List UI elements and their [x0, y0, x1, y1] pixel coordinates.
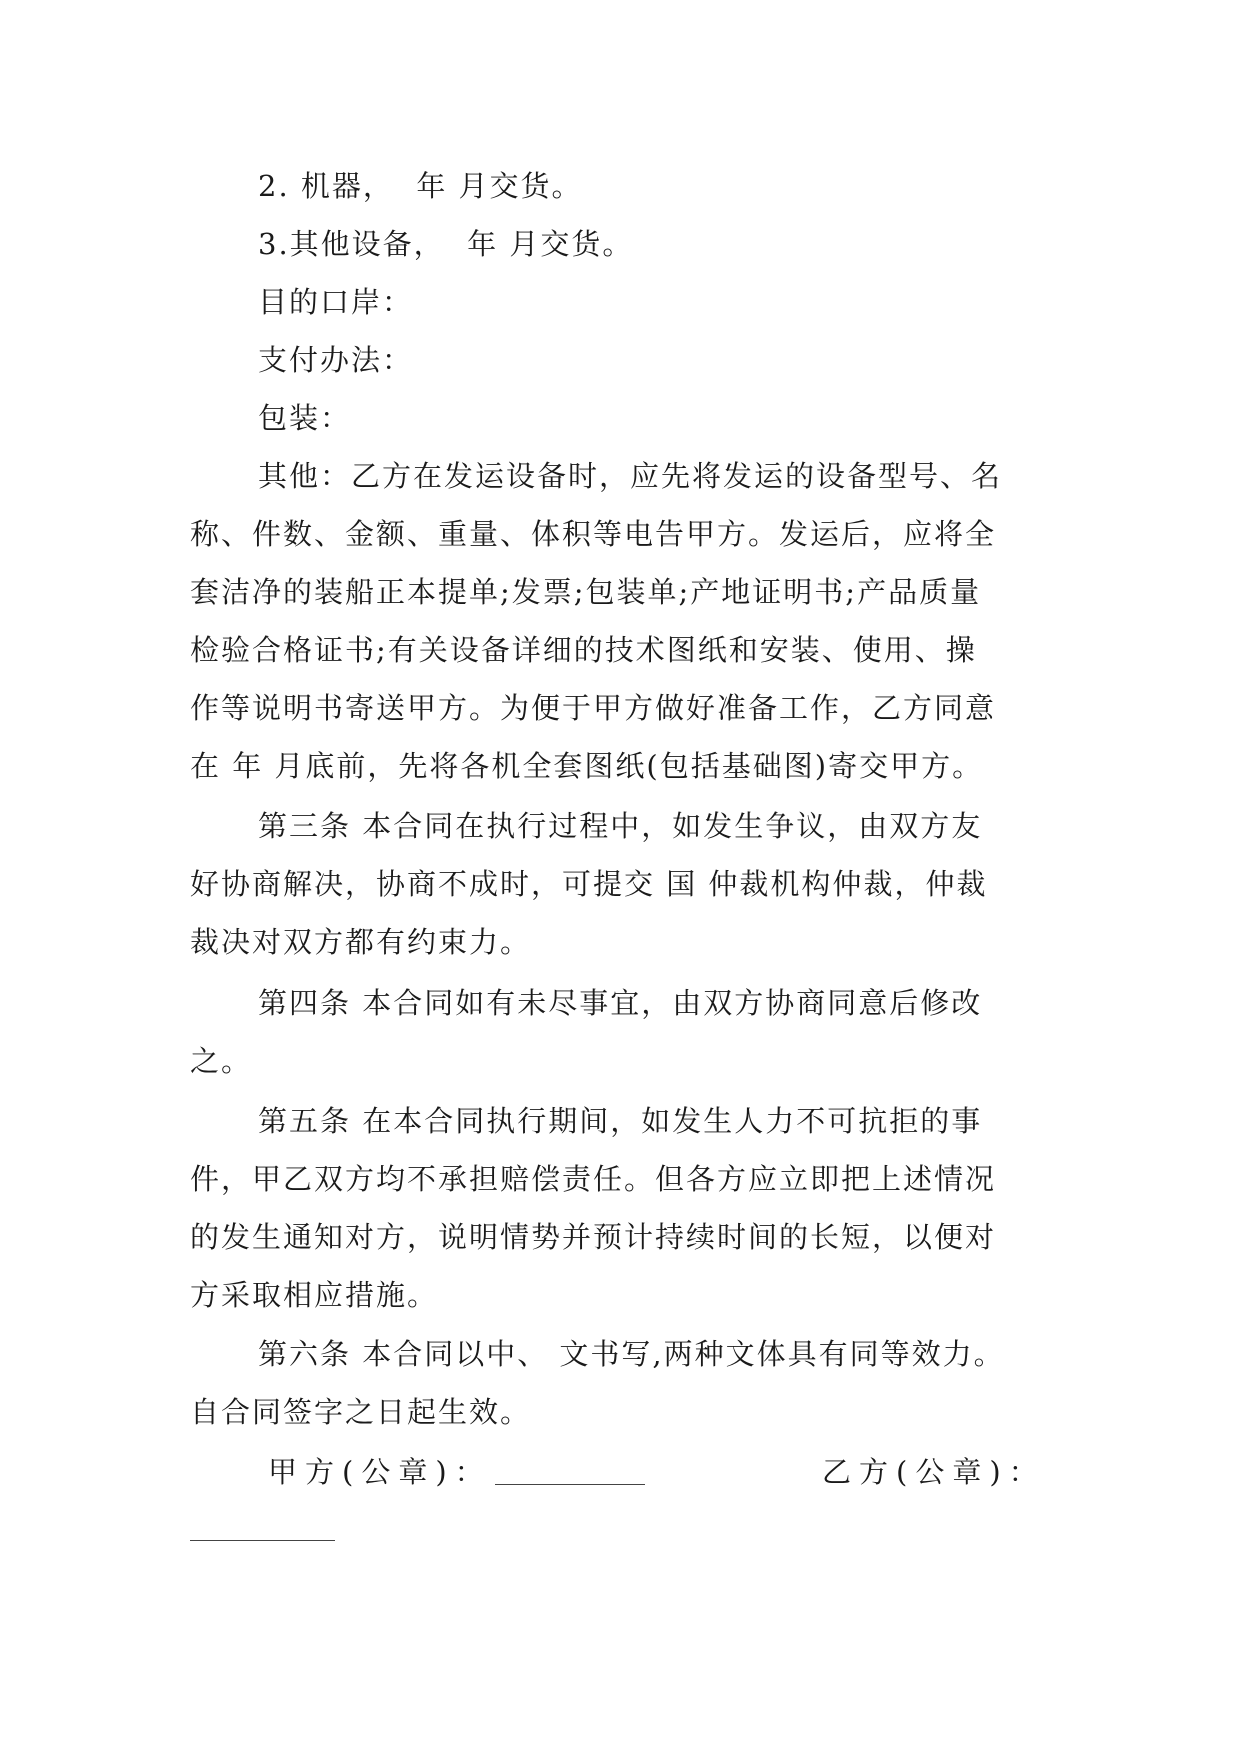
party-a-signature-blank: [495, 1484, 645, 1485]
article-3-line: 裁决对双方都有约束力。: [190, 925, 532, 959]
article-6-line: 第六条 本合同以中、 文书写,两种文体具有同等效力。: [258, 1337, 1005, 1371]
article-6-line: 自合同签字之日起生效。: [190, 1395, 532, 1429]
party-b-signature-blank: [190, 1540, 335, 1541]
article-5-line: 件，甲乙双方均不承担赔偿责任。但各方应立即把上述情况: [190, 1162, 997, 1196]
delivery-item-other: 3.其他设备， 年 月交货。: [258, 227, 634, 261]
other-terms-line: 检验合格证书;有关设备详细的技术图纸和安装、使用、操: [190, 633, 977, 667]
article-5-line: 方采取相应措施。: [190, 1278, 439, 1312]
article-5-line: 的发生通知对方，说明情势并预计持续时间的长短，以便对: [190, 1220, 997, 1254]
party-b-seal-label: 乙方(公章)：: [822, 1455, 1046, 1489]
other-terms-line: 在 年 月底前，先将各机全套图纸(包括基础图)寄交甲方。: [190, 749, 984, 783]
other-terms-line: 称、件数、金额、重量、体积等电告甲方。发运后，应将全: [190, 517, 997, 551]
article-4-line: 之。: [190, 1044, 253, 1078]
article-4-line: 第四条 本合同如有未尽事宜，由双方协商同意后修改: [258, 986, 983, 1020]
article-3-line: 第三条 本合同在执行过程中，如发生争议，由双方友: [258, 809, 983, 843]
packaging: 包装：: [258, 401, 352, 435]
other-terms-line: 套洁净的装船正本提单;发票;包装单;产地证明书;产品质量: [190, 575, 982, 609]
payment-method: 支付办法：: [258, 343, 414, 377]
article-5-line: 第五条 在本合同执行期间，如发生人力不可抗拒的事: [258, 1104, 983, 1138]
party-a-seal-label: 甲方(公章)：: [268, 1455, 492, 1489]
delivery-item-machine: 2. 机器， 年 月交货。: [258, 169, 583, 203]
other-terms-line: 其他：乙方在发运设备时，应先将发运的设备型号、名: [258, 459, 1003, 493]
destination-port: 目的口岸：: [258, 285, 414, 319]
article-3-line: 好协商解决，协商不成时，可提交 国 仲裁机构仲裁，仲裁: [190, 867, 988, 901]
other-terms-line: 作等说明书寄送甲方。为便于甲方做好准备工作，乙方同意: [190, 691, 997, 725]
